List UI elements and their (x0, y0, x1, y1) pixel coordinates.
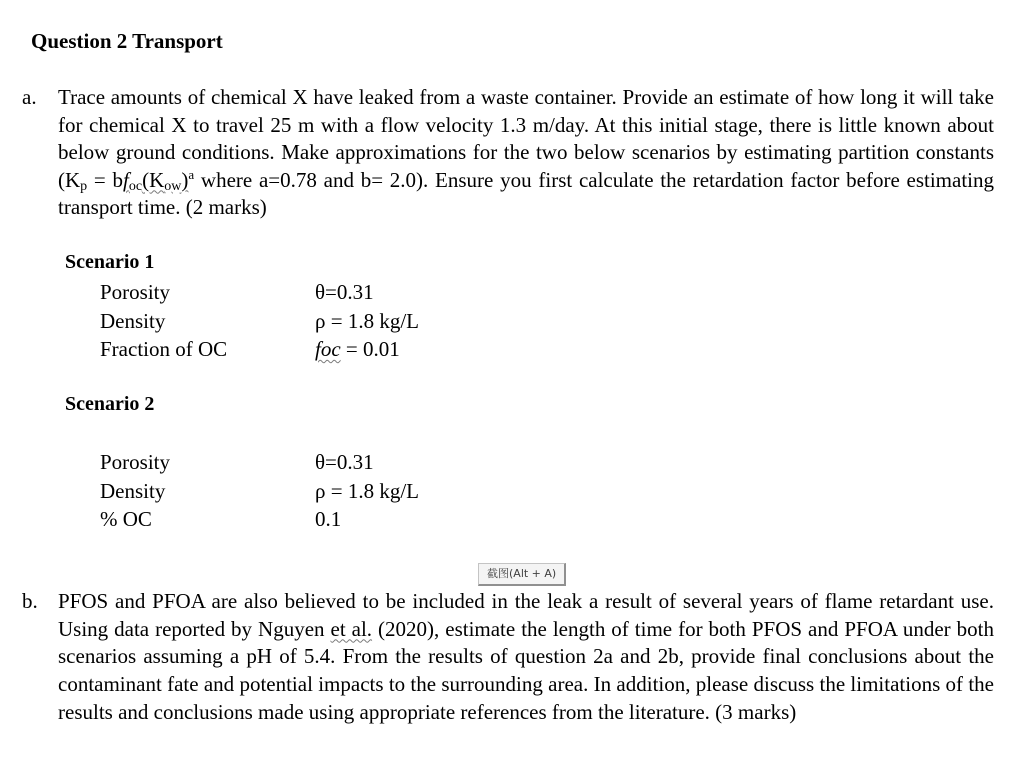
part-a-label: a. (22, 85, 37, 109)
foc-f: f (123, 167, 129, 192)
part-b-text-2: (2020), estimate the length of time for both PFOS and PFOA under both scenarios assuming a pH of 5.4. From the results of question 2a and 2b, provide final conclusions about the contaminant fate and potential impacts to the surrounding area. In addition, please discuss the limitations of the results and conclusions made using appropriate references from the literature. (3 marks) (58, 616, 994, 724)
part-b-text (58, 588, 994, 727)
kow-k: (K (142, 167, 165, 192)
scenario-2-porosity-value: θ=0.31 (315, 450, 374, 474)
foc-value-rest: = 0.01 (340, 337, 400, 361)
scenario-1-density-value: ρ = 1.8 kg/L (315, 308, 419, 333)
scenario-1-foc-value (315, 335, 400, 364)
scenario-1-porosity-label: Porosity (100, 280, 171, 304)
foc-term (123, 168, 142, 192)
scenario-1-density-label: Density (100, 308, 166, 333)
part-b-label: b. (22, 589, 38, 613)
part-a-text-1: Trace amounts of chemical X have leaked from a waste container. Provide an estimate of how long it will take for chemical X to travel 25 m with a flow velocity 1.3 m/day. At this initial stage, there is little known about below ground conditions. Make approximations for the two below scenarios by estimating partition constants (K (58, 85, 994, 192)
kow-term (142, 168, 188, 192)
kow-close: ) (181, 167, 189, 192)
question-title: Question 2 Transport (31, 29, 223, 53)
foc-variable: foc (315, 337, 341, 361)
question-part-a (22, 84, 994, 222)
equation-b: = b (87, 167, 124, 192)
scenario-2-density-label: Density (100, 478, 166, 503)
kow-subscript: ow (164, 178, 182, 194)
question-part-b (22, 588, 994, 727)
scenario-2-porosity-label: Porosity (100, 450, 171, 474)
screenshot-tooltip: 截图(Alt + A) (478, 563, 566, 586)
exponent-a: a (188, 166, 195, 182)
scenario-2-oc-label: % OC (100, 507, 152, 531)
part-a-text-2: where a=0.78 and b= 2.0). Ensure you first calculate the retardation factor before estimating transport time. (2 marks) (58, 167, 995, 219)
part-a-text (58, 84, 994, 222)
scenario-2-density-value: ρ = 1.8 kg/L (315, 478, 419, 503)
kp-subscript: p (80, 178, 88, 194)
scenario-1-foc-label: Fraction of OC (100, 337, 228, 361)
scenario-2-heading: Scenario 2 (65, 393, 155, 415)
scenario-1-heading: Scenario 1 (65, 251, 155, 273)
scenario-1-porosity-value: θ=0.31 (315, 280, 374, 304)
part-b-text-1: PFOS and PFOA are also believed to be included in the leak a result of several years of flame retardant use. Using data reported by Nguyen (58, 589, 994, 641)
et-al: et al. (330, 616, 373, 641)
scenario-2-oc-value: 0.1 (315, 507, 342, 531)
foc-subscript: oc (128, 178, 143, 194)
